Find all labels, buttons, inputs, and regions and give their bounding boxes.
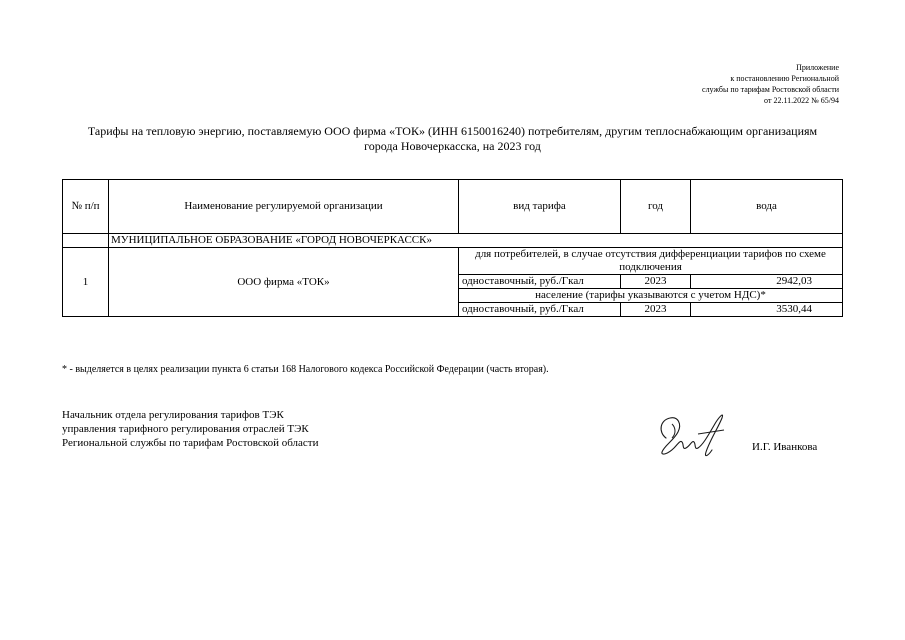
appendix-line-3: службы по тарифам Ростовской области: [702, 85, 839, 94]
signer-block: [62, 408, 319, 450]
row-year: 2023: [621, 275, 691, 289]
header-tariff-type: вид тарифа: [459, 180, 621, 234]
signer-line-2: управления тарифного регулирования отраслей ТЭК: [62, 423, 309, 435]
header-org: Наименование регулируемой организации: [109, 180, 459, 234]
row-value: 2942,03: [691, 275, 843, 289]
region-name: МУНИЦИПАЛЬНОЕ ОБРАЗОВАНИЕ «ГОРОД НОВОЧЕРКАССК»: [109, 234, 843, 248]
signature-image: [652, 404, 732, 460]
appendix-line-2: к постановлению Региональной: [730, 74, 839, 83]
appendix-line-1: Приложение: [796, 63, 839, 72]
row-org-name: ООО фирма «ТОК»: [109, 248, 459, 317]
row-year: 2023: [621, 303, 691, 317]
appendix-line-4: от 22.11.2022 № 65/94: [764, 96, 839, 105]
header-num: № п/п: [63, 180, 109, 234]
signer-name: И.Г. Иванкова: [752, 441, 818, 453]
row-tariff-type: одноставочный, руб./Гкал: [459, 303, 621, 317]
table-header-row: [63, 180, 843, 234]
row-tariff-type: одноставочный, руб./Гкал: [459, 275, 621, 289]
signer-line-1: Начальник отдела регулирования тарифов ТЭК: [62, 409, 284, 421]
tariff-table: [62, 179, 843, 317]
row-group-population: население (тарифы указываются с учетом НДС)*: [459, 289, 843, 303]
signer-line-3: Региональной службы по тарифам Ростовской области: [62, 437, 319, 449]
row-num: 1: [63, 248, 109, 317]
title-line-1: Тарифы на тепловую энергию, поставляемую ООО фирма «ТОК» (ИНН 6150016240) потребителям, другим теплоснабжающим организациям: [87, 124, 818, 138]
region-row: [63, 234, 843, 248]
row-value: 3530,44: [691, 303, 843, 317]
region-num-cell: [63, 234, 109, 248]
appendix-block: [702, 62, 839, 106]
header-water: вода: [691, 180, 843, 234]
table-row: [63, 248, 843, 275]
header-year: год: [621, 180, 691, 234]
footnote: * - выделяется в целях реализации пункта 6 статьи 168 Налогового кодекса Российской Федерации (часть вторая).: [62, 364, 549, 375]
title-line-2: города Новочеркасска, на 2023 год: [364, 139, 541, 153]
row-group-consumers: для потребителей, в случае отсутствия дифференциации тарифов по схеме подключения: [459, 248, 843, 275]
document-title: [60, 124, 845, 154]
